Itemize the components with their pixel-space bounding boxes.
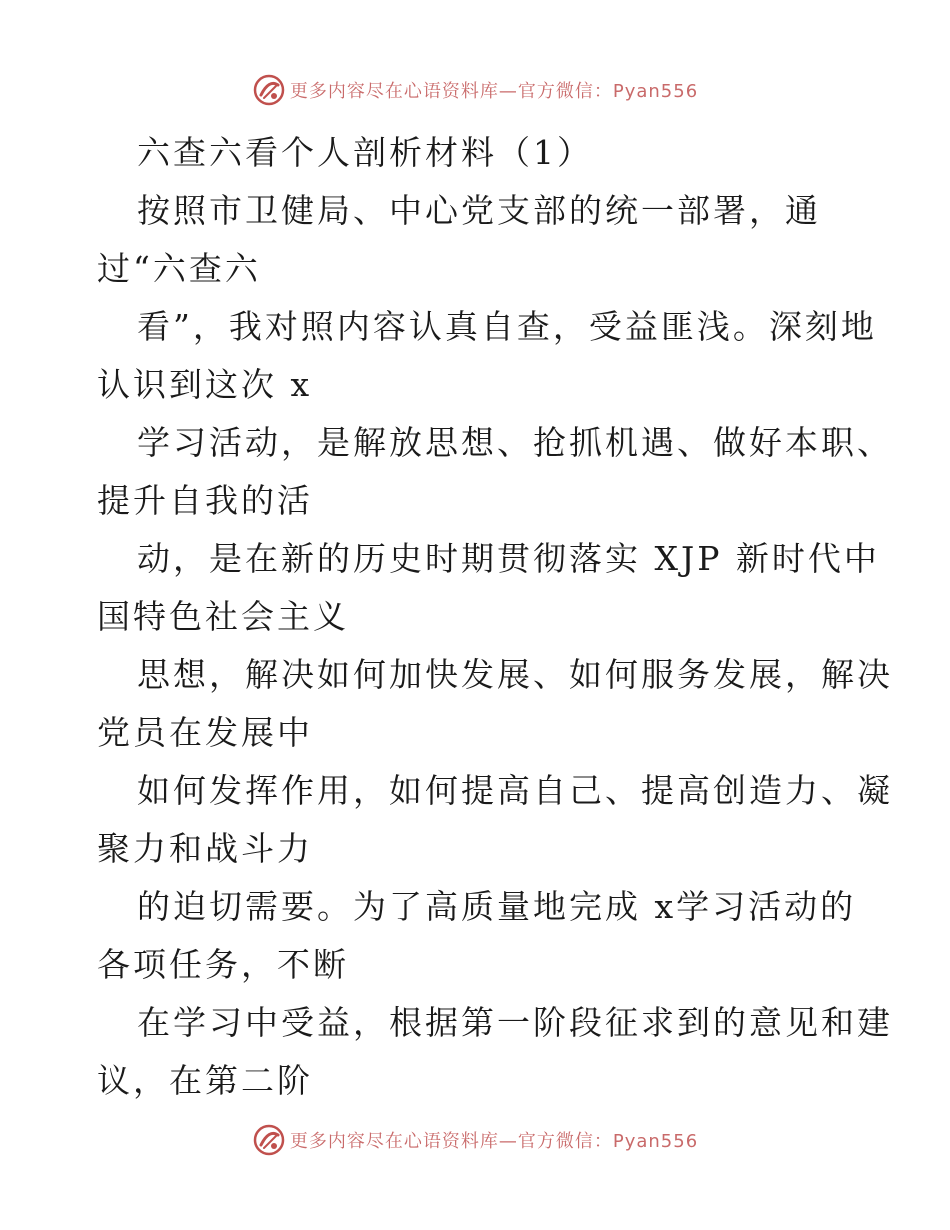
paragraph-line: 如何发挥作用，如何提高自己、提高创造力、凝 bbox=[137, 771, 893, 810]
paragraph-line: 学习活动，是解放思想、抢抓机遇、做好本职、 bbox=[137, 423, 893, 462]
footer-watermark bbox=[0, 1120, 950, 1160]
paragraph-line: 思想，解决如何加快发展、如何服务发展，解决 bbox=[137, 655, 893, 694]
watermark-text: 更多内容尽在心语资料库—官方微信：Pyan556 bbox=[289, 81, 699, 102]
paragraph-line: 国特色社会主义 bbox=[97, 597, 349, 636]
paragraph-line: 过“六查六 bbox=[97, 249, 261, 288]
document-title: 六查六看个人剖析材料（1） bbox=[137, 133, 593, 172]
watermark-text: 更多内容尽在心语资料库—官方微信：Pyan556 bbox=[289, 1131, 699, 1152]
seal-logo-icon bbox=[252, 73, 286, 107]
paragraph-line: 看”，我对照内容认真自查，受益匪浅。深刻地 bbox=[137, 307, 877, 346]
paragraph-line: 聚力和战斗力 bbox=[97, 829, 313, 868]
paragraph-line: 动，是在新的历史时期贯彻落实 XJP 新时代中 bbox=[137, 539, 880, 578]
paragraph-line: 议，在第二阶 bbox=[97, 1061, 313, 1100]
seal-logo-icon bbox=[252, 1123, 286, 1157]
paragraph-line: 各项任务，不断 bbox=[97, 945, 349, 984]
paragraph-line: 认识到这次 x bbox=[97, 365, 313, 404]
paragraph-line: 按照市卫健局、中心党支部的统一部署，通 bbox=[137, 191, 821, 230]
header-watermark bbox=[0, 70, 950, 110]
paragraph-line: 在学习中受益，根据第一阶段征求到的意见和建 bbox=[137, 1003, 893, 1042]
paragraph-line: 的迫切需要。为了高质量地完成 x学习活动的 bbox=[137, 887, 857, 926]
document-body bbox=[97, 124, 893, 1110]
paragraph-line: 提升自我的活 bbox=[97, 481, 313, 520]
paragraph-line: 党员在发展中 bbox=[97, 713, 313, 752]
